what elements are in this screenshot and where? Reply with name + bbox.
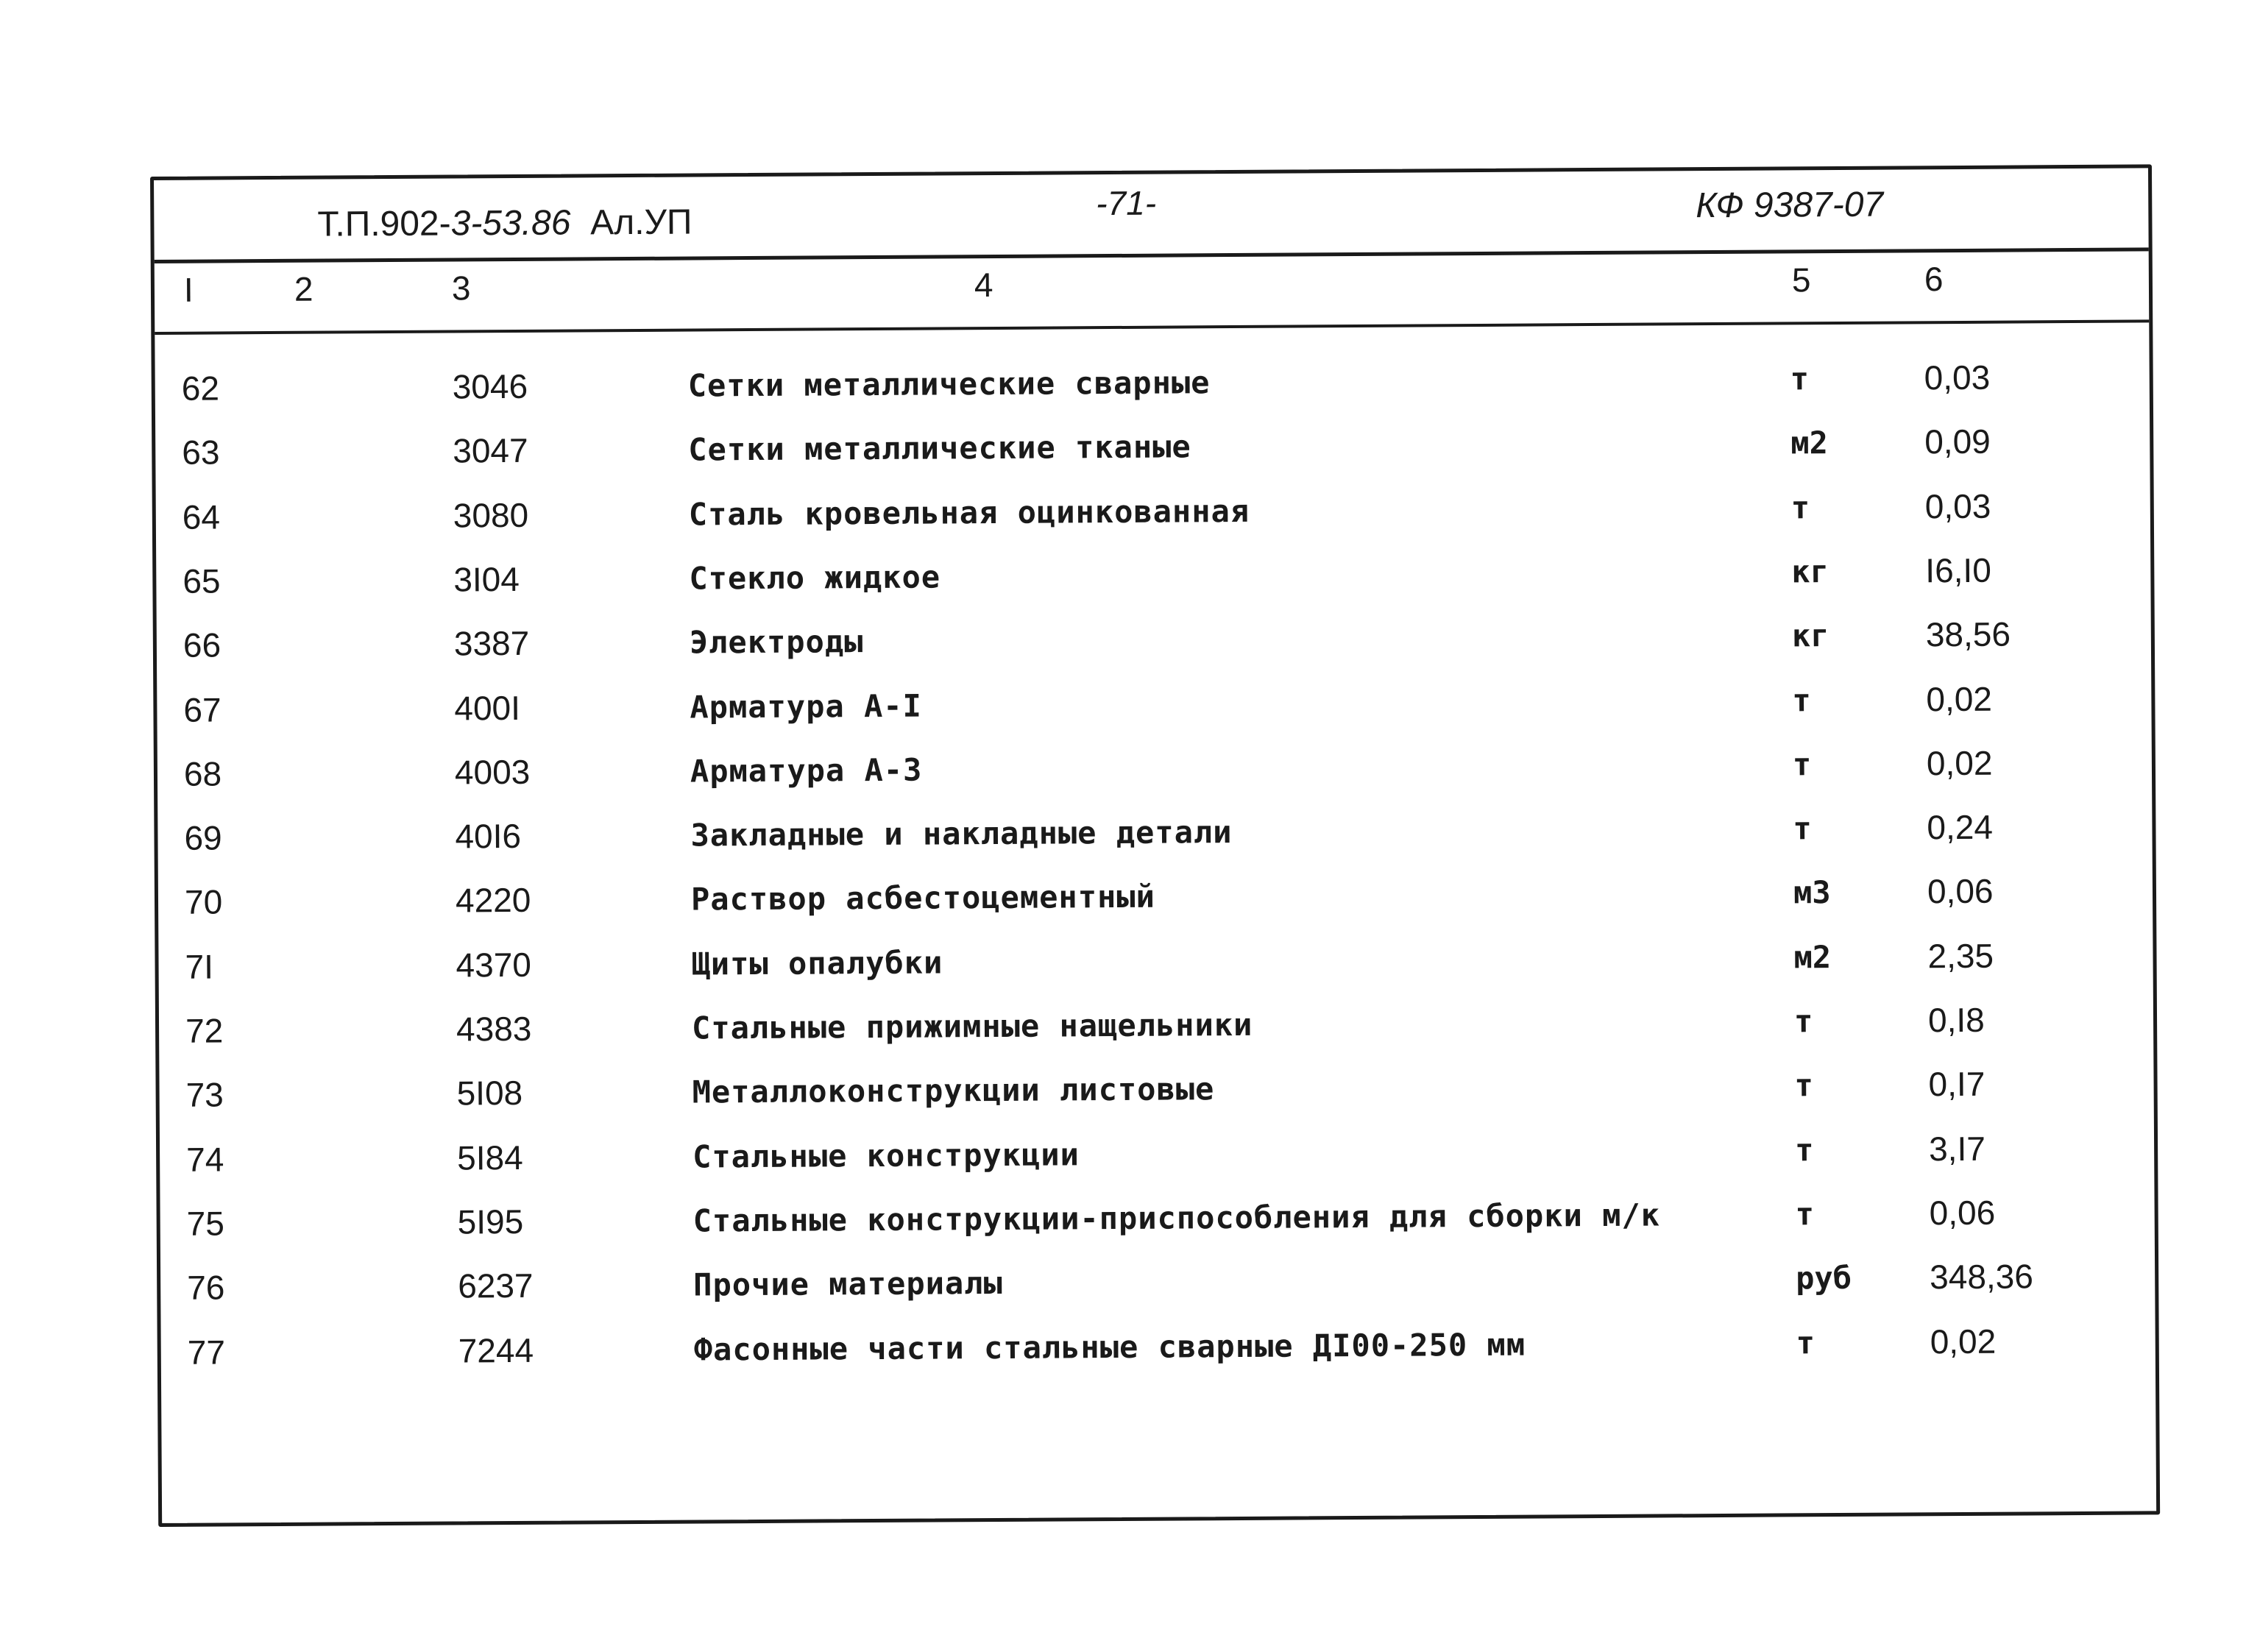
resource-code: 4003 (454, 752, 531, 792)
row-number: 64 (182, 497, 221, 536)
quantity: 0,03 (1924, 486, 1991, 525)
unit-of-measure: т (1794, 1067, 1814, 1104)
unit-of-measure: т (1790, 489, 1810, 525)
quantity: 0,02 (1926, 679, 1993, 718)
resource-code: 7244 (458, 1330, 534, 1369)
quantity: 0,03 (1924, 358, 1991, 397)
table-row (157, 794, 2152, 871)
header-divider (155, 247, 2149, 263)
unit-of-measure: т (1796, 1324, 1816, 1361)
unit-of-measure: м2 (1790, 425, 1828, 461)
table-row (158, 923, 2153, 999)
quantity: 0,09 (1924, 422, 1991, 461)
material-name: Стальные прижимные нащельники (691, 1006, 1253, 1046)
material-name: Стальные конструкции (692, 1135, 1080, 1175)
unit-of-measure: кг (1791, 617, 1829, 654)
unit-of-measure: т (1793, 1003, 1813, 1040)
quantity: 0,02 (1930, 1322, 1997, 1361)
column-number-1: I (183, 270, 194, 309)
unit-of-measure: т (1795, 1196, 1815, 1233)
column-number-3: 3 (451, 269, 471, 308)
page-number: -71- (1096, 183, 1157, 223)
row-number: 74 (185, 1140, 224, 1179)
column-number-4: 4 (974, 266, 993, 305)
unit-of-measure: т (1790, 361, 1810, 397)
table-row (157, 666, 2151, 742)
quantity: 38,56 (1925, 614, 2011, 654)
unit-of-measure: м3 (1793, 874, 1831, 911)
project-code (317, 202, 692, 245)
column-number-6: 6 (1924, 260, 1944, 299)
table-row (160, 1244, 2155, 1321)
quantity: 0,24 (1927, 807, 1994, 847)
row-number: 70 (184, 882, 223, 922)
resource-code: 4370 (456, 945, 532, 985)
project-code-printed: Т.П.902- (317, 204, 451, 244)
material-name: Прочие материалы (693, 1265, 1003, 1303)
row-number: 7I (185, 947, 214, 986)
resource-code: 40I6 (455, 817, 522, 856)
unit-of-measure: т (1792, 746, 1812, 783)
quantity: I6,I0 (1925, 550, 1991, 590)
resource-code: 5I84 (456, 1138, 523, 1177)
row-number: 76 (187, 1268, 225, 1307)
column-number-5: 5 (1791, 260, 1811, 299)
quantity: 3,I7 (1928, 1129, 1986, 1168)
resource-code: 3387 (453, 624, 530, 663)
unit-of-measure: кг (1791, 553, 1829, 590)
resource-code: 3047 (453, 431, 528, 470)
quantity: 0,I7 (1928, 1065, 1986, 1104)
table-row (157, 730, 2152, 806)
table-row (157, 602, 2151, 678)
row-number: 73 (185, 1075, 224, 1115)
material-name: Сетки металлические тканые (688, 428, 1191, 468)
unit-of-measure: т (1793, 810, 1812, 847)
row-number: 75 (186, 1204, 225, 1243)
material-name: Стекло жидкое (689, 559, 941, 597)
quantity: 0,06 (1927, 872, 1994, 911)
unit-of-measure: т (1794, 1131, 1814, 1168)
column-number-2: 2 (294, 269, 314, 308)
table-row (156, 537, 2150, 614)
resource-code: 3080 (453, 495, 529, 535)
column-header-divider (155, 319, 2149, 335)
quantity: 0,06 (1929, 1193, 1996, 1233)
material-name: Фасонные части стальные сварные ДI00-250 мм (693, 1326, 1526, 1368)
document-number: КФ 9387-07 (1696, 185, 1884, 226)
material-name: Раствор асбестоцементный (690, 879, 1156, 918)
material-name: Щиты опалубки (691, 944, 943, 982)
material-name: Стальные конструкции-приспособления для сборки м/к (692, 1197, 1661, 1239)
table-row (159, 1052, 2153, 1128)
table-row (159, 987, 2153, 1063)
table-row (160, 1180, 2154, 1256)
row-number: 62 (181, 369, 220, 408)
resource-code: 6237 (458, 1266, 534, 1305)
quantity: 0,02 (1926, 743, 1993, 783)
unit-of-measure: руб (1796, 1260, 1852, 1297)
album-label: Ал.УП (589, 202, 692, 243)
table-row (160, 1308, 2155, 1385)
quantity: 2,35 (1927, 936, 1994, 975)
resource-code: 5I08 (456, 1074, 523, 1113)
material-name: Электроды (689, 623, 864, 661)
document-sheet (150, 164, 2160, 1527)
resource-code: 4383 (456, 1009, 532, 1049)
row-number: 68 (183, 754, 222, 793)
row-number: 77 (187, 1332, 226, 1372)
resource-code: 400I (454, 688, 521, 727)
row-number: 66 (183, 625, 222, 664)
resource-code: 4220 (455, 881, 531, 920)
material-name: Металлоконструкции листовые (692, 1071, 1215, 1110)
table-row (155, 409, 2150, 486)
row-number: 63 (182, 433, 220, 472)
material-name: Закладные и накладные детали (690, 814, 1233, 854)
table-row (158, 859, 2153, 935)
resource-code: 3046 (452, 366, 528, 406)
row-number: 69 (184, 818, 222, 857)
quantity: 348,36 (1930, 1257, 2034, 1297)
table-row (156, 473, 2150, 550)
table-row (155, 344, 2149, 421)
row-number: 67 (183, 689, 222, 729)
table-row (160, 1116, 2154, 1192)
material-name: Сталь кровельная оцинкованная (688, 492, 1250, 533)
material-name: Арматура А-I (690, 687, 922, 726)
resource-code: 3I04 (453, 559, 520, 599)
row-number: 65 (183, 561, 221, 600)
row-number: 72 (185, 1011, 224, 1050)
project-code-handwritten: 3-53.86 (450, 203, 571, 244)
unit-of-measure: м2 (1793, 938, 1832, 976)
material-name: Арматура А-3 (690, 751, 923, 790)
material-name: Сетки металлические сварные (687, 364, 1211, 404)
resource-code: 5I95 (457, 1202, 524, 1241)
quantity: 0,I8 (1927, 1000, 1985, 1040)
unit-of-measure: т (1792, 681, 1811, 718)
